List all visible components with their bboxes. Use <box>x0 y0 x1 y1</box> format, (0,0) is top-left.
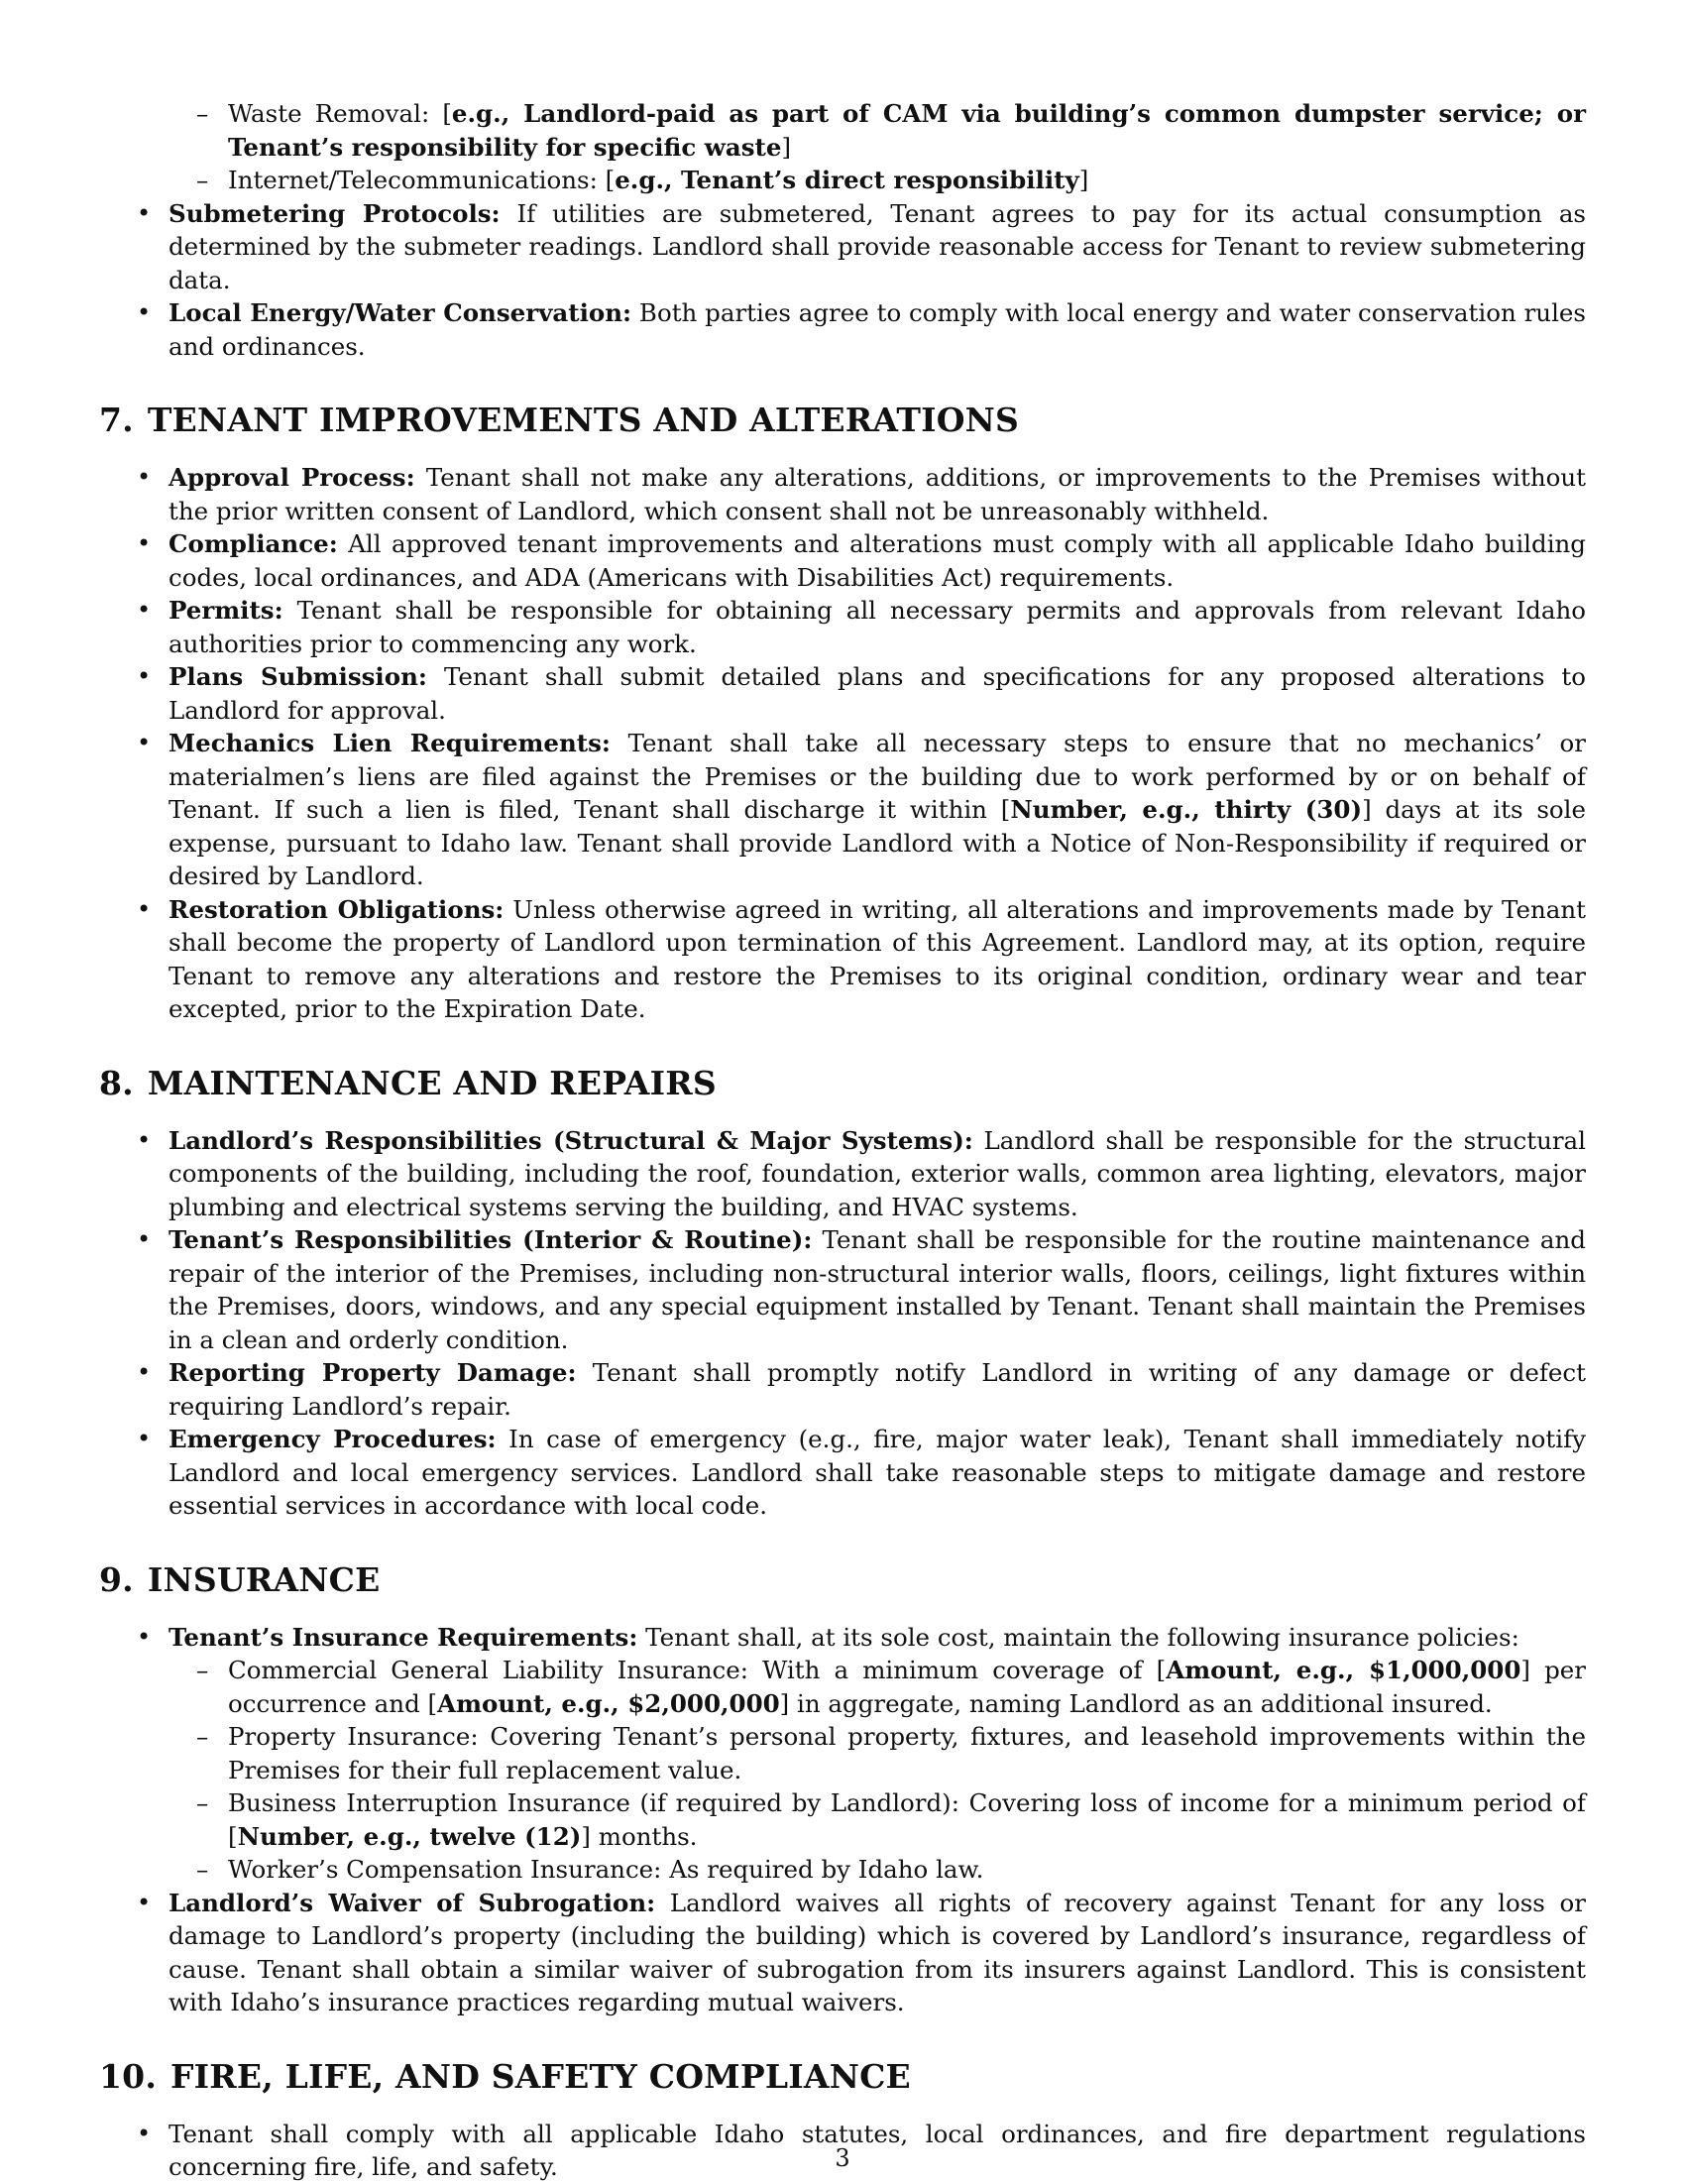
bullet-icon: • <box>137 2119 152 2147</box>
bullet-item <box>99 1124 1586 1224</box>
dash-icon: – <box>196 1788 209 1817</box>
section-title: INSURANCE <box>147 1559 381 1599</box>
bullet-icon: • <box>137 198 152 227</box>
bold-text: Submetering Protocols: <box>168 198 501 228</box>
bold-text: Tenant’s Insurance Requirements: <box>168 1622 638 1652</box>
dash-icon: – <box>196 166 209 194</box>
body-text: All approved tenant improvements and alterations must comply with all applicable Idaho building codes, local ordinances, and ADA (Americans with Disabilities Act) requirements. <box>168 529 1586 592</box>
bold-text: Approval Process: <box>168 463 415 492</box>
sub-bullet-item <box>99 1786 1586 1853</box>
body-text: ] in aggregate, naming Landlord as an additional insured. <box>779 1688 1493 1718</box>
bullet-item <box>99 893 1586 1026</box>
body-text: Tenant shall be responsible for the routine maintenance and repair of the interior of the Premises, including non-structural interior walls, floors, ceilings, light fixtures within the Premises, doors, windows, and any special equipment installed by Tenant. Tenant shall maintain the Premises in a clean and orderly condition. <box>168 1225 1586 1354</box>
document-page <box>99 0 1586 2181</box>
body-text: Tenant shall submit detailed plans and specifications for any proposed alterations to Landlord for approval. <box>168 662 1587 725</box>
body-text: Tenant shall be responsible for obtaining all necessary permits and approvals from relevant Idaho authorities prior to commencing any work. <box>168 596 1586 658</box>
body-text: Landlord shall be responsible for the structural components of the building, including the roof, foundation, exterior walls, common area lighting, elevators, major plumbing and electrical systems serving the building, and HVAC systems. <box>168 1125 1586 1221</box>
body-text: Unless otherwise agreed in writing, all alterations and improvements made by Tenant shall become the property of Landlord upon termination of this Agreement. Landlord may, at its option, require Tenant to remove any alterations and restore the Premises to its original condition, ordinary wear and tear excepted, prior to the Expiration Date. <box>168 894 1586 1023</box>
body-text: ] days at its sole expense, pursuant to Idaho law. Tenant shall provide Landlord with a Notice of Non-Responsibility if required or desired by Landlord. <box>168 795 1587 890</box>
bullet-item <box>99 594 1586 660</box>
section-title: MAINTENANCE AND REPAIRS <box>147 1063 717 1102</box>
section-number: 9. <box>99 1559 134 1599</box>
bold-text: Permits: <box>168 596 283 625</box>
dash-icon: – <box>196 1722 209 1751</box>
bullet-item <box>99 1423 1586 1523</box>
bold-text: Plans Submission: <box>168 662 427 691</box>
document-body <box>99 97 1586 2184</box>
sub-bullet-item <box>99 1853 1586 1887</box>
bullet-item <box>99 1887 1586 2019</box>
section-heading <box>99 1560 1586 1600</box>
body-text: ] months. <box>581 1821 698 1851</box>
body-text: Tenant shall not make any alterations, additions, or improvements to the Premises without the prior written consent of Landlord, which consent shall not be unreasonably withheld. <box>168 463 1586 525</box>
body-text: Business Interruption Insurance (if required by Landlord): Covering loss of income for a minimum period of [ <box>228 1788 1586 1851</box>
bold-text: Amount, e.g., $1,000,000 <box>1166 1656 1521 1684</box>
bullet-item <box>99 197 1586 297</box>
sub-bullet-item <box>99 1720 1586 1786</box>
bullet-item <box>99 660 1586 727</box>
section-heading <box>99 401 1586 440</box>
body-text: Both parties agree to comply with local energy and water conservation rules and ordinances. <box>168 298 1586 361</box>
dash-icon: – <box>196 1855 209 1884</box>
bullet-icon: • <box>137 596 152 624</box>
body-text: Tenant shall take all necessary steps to ensure that no mechanics’ or materialmen’s liens are filed against the Premises or the building due to work performed by or on behalf of Tenant. If such a lien is filed, Tenant shall discharge it within [ <box>168 729 1586 824</box>
section-number: 10. <box>99 2056 158 2096</box>
bold-text: Number, e.g., thirty (30) <box>1010 795 1363 824</box>
section-number: 7. <box>99 401 134 439</box>
body-text: ] per occurrence and [ <box>228 1656 1586 1718</box>
sub-bullet-item <box>99 164 1586 197</box>
bold-text: Reporting Property Damage: <box>168 1358 577 1387</box>
body-text: Internet/Telecommunications: [ <box>228 166 616 194</box>
body-text: If utilities are submetered, Tenant agrees to pay for its actual consumption as determined by the submeter readings. Landlord shall provide reasonable access for Tenant to review submetering data. <box>168 198 1586 294</box>
bullet-icon: • <box>137 463 152 491</box>
section-number: 8. <box>99 1063 134 1102</box>
bullet-item <box>99 461 1586 527</box>
bold-text: Landlord’s Waiver of Subrogation: <box>168 1888 656 1917</box>
section-title: FIRE, LIFE, AND SAFETY COMPLIANCE <box>170 2056 911 2096</box>
bullet-item <box>99 296 1586 363</box>
body-text: ] <box>781 132 792 162</box>
bullet-icon: • <box>137 662 152 690</box>
bold-text: Tenant’s Responsibilities (Interior & Routine): <box>168 1225 813 1254</box>
bold-text: e.g., Tenant’s direct responsibility <box>615 166 1079 194</box>
bullet-icon: • <box>137 1358 152 1386</box>
bold-text: Local Energy/Water Conservation: <box>168 298 632 327</box>
bullet-item <box>99 1621 1586 1655</box>
body-text: ] <box>1078 166 1089 194</box>
bold-text: Landlord’s Responsibilities (Structural & Major Systems): <box>168 1125 973 1155</box>
section-heading <box>99 2057 1586 2097</box>
bold-text: Mechanics Lien Requirements: <box>168 729 611 757</box>
body-text: Tenant shall comply with all applicable Idaho statutes, local ordinances, and fire department regulations concerning fire, life, and safety. <box>168 2119 1586 2181</box>
body-text: Landlord waives all rights of recovery against Tenant for any loss or damage to Landlord’s property (including the building) which is covered by Landlord’s insurance, regardless of cause. Tenant shall obtain a similar waiver of subrogation from its insurers against Landlord. This is consistent with Idaho’s insurance practices regarding mutual waivers. <box>168 1888 1587 2016</box>
page-number: 3 <box>835 2144 850 2172</box>
body-text: In case of emergency (e.g., fire, major water leak), Tenant shall immediately notify Landlord and local emergency services. Landlord shall take reasonable steps to mitigate damage and restore essential services in accordance with local code. <box>168 1425 1586 1520</box>
section-title: TENANT IMPROVEMENTS AND ALTERATIONS <box>147 401 1020 439</box>
dash-icon: – <box>196 1656 209 1684</box>
body-text: Tenant shall, at its sole cost, maintain the following insurance policies: <box>637 1622 1519 1652</box>
bullet-icon: • <box>137 1622 152 1651</box>
bullet-item <box>99 1356 1586 1423</box>
body-text: Commercial General Liability Insurance: With a minimum coverage of [ <box>228 1656 1167 1684</box>
body-text: Tenant shall promptly notify Landlord in writing of any damage or defect requiring Landlord’s repair. <box>168 1358 1586 1421</box>
body-text: Worker’s Compensation Insurance: As required by Idaho law. <box>228 1855 984 1884</box>
bullet-icon: • <box>137 1888 152 1916</box>
bold-text: e.g., Landlord-paid as part of CAM via building’s common dumpster service; or Tenant’s responsibility for specific waste <box>228 99 1586 162</box>
bold-text: Emergency Procedures: <box>168 1425 497 1453</box>
body-text: Waste Removal: [ <box>228 99 452 128</box>
bullet-icon: • <box>137 529 152 557</box>
bold-text: Restoration Obligations: <box>168 894 505 924</box>
sub-bullet-item <box>99 97 1586 164</box>
dash-icon: – <box>196 99 209 128</box>
body-text: Property Insurance: Covering Tenant’s personal property, fixtures, and leasehold improvements within the Premises for their full replacement value. <box>228 1722 1586 1784</box>
bullet-icon: • <box>137 1225 152 1253</box>
bullet-icon: • <box>137 298 152 326</box>
bold-text: Number, e.g., twelve (12) <box>237 1821 582 1851</box>
bold-text: Amount, e.g., $2,000,000 <box>437 1688 780 1718</box>
section-heading <box>99 1064 1586 1103</box>
bullet-item <box>99 1223 1586 1356</box>
bullet-icon: • <box>137 894 152 923</box>
bullet-icon: • <box>137 1125 152 1154</box>
bullet-item <box>99 727 1586 893</box>
bullet-icon: • <box>137 1425 152 1452</box>
bullet-item <box>99 527 1586 594</box>
bullet-icon: • <box>137 729 152 756</box>
bold-text: Compliance: <box>168 529 338 558</box>
sub-bullet-item <box>99 1654 1586 1720</box>
